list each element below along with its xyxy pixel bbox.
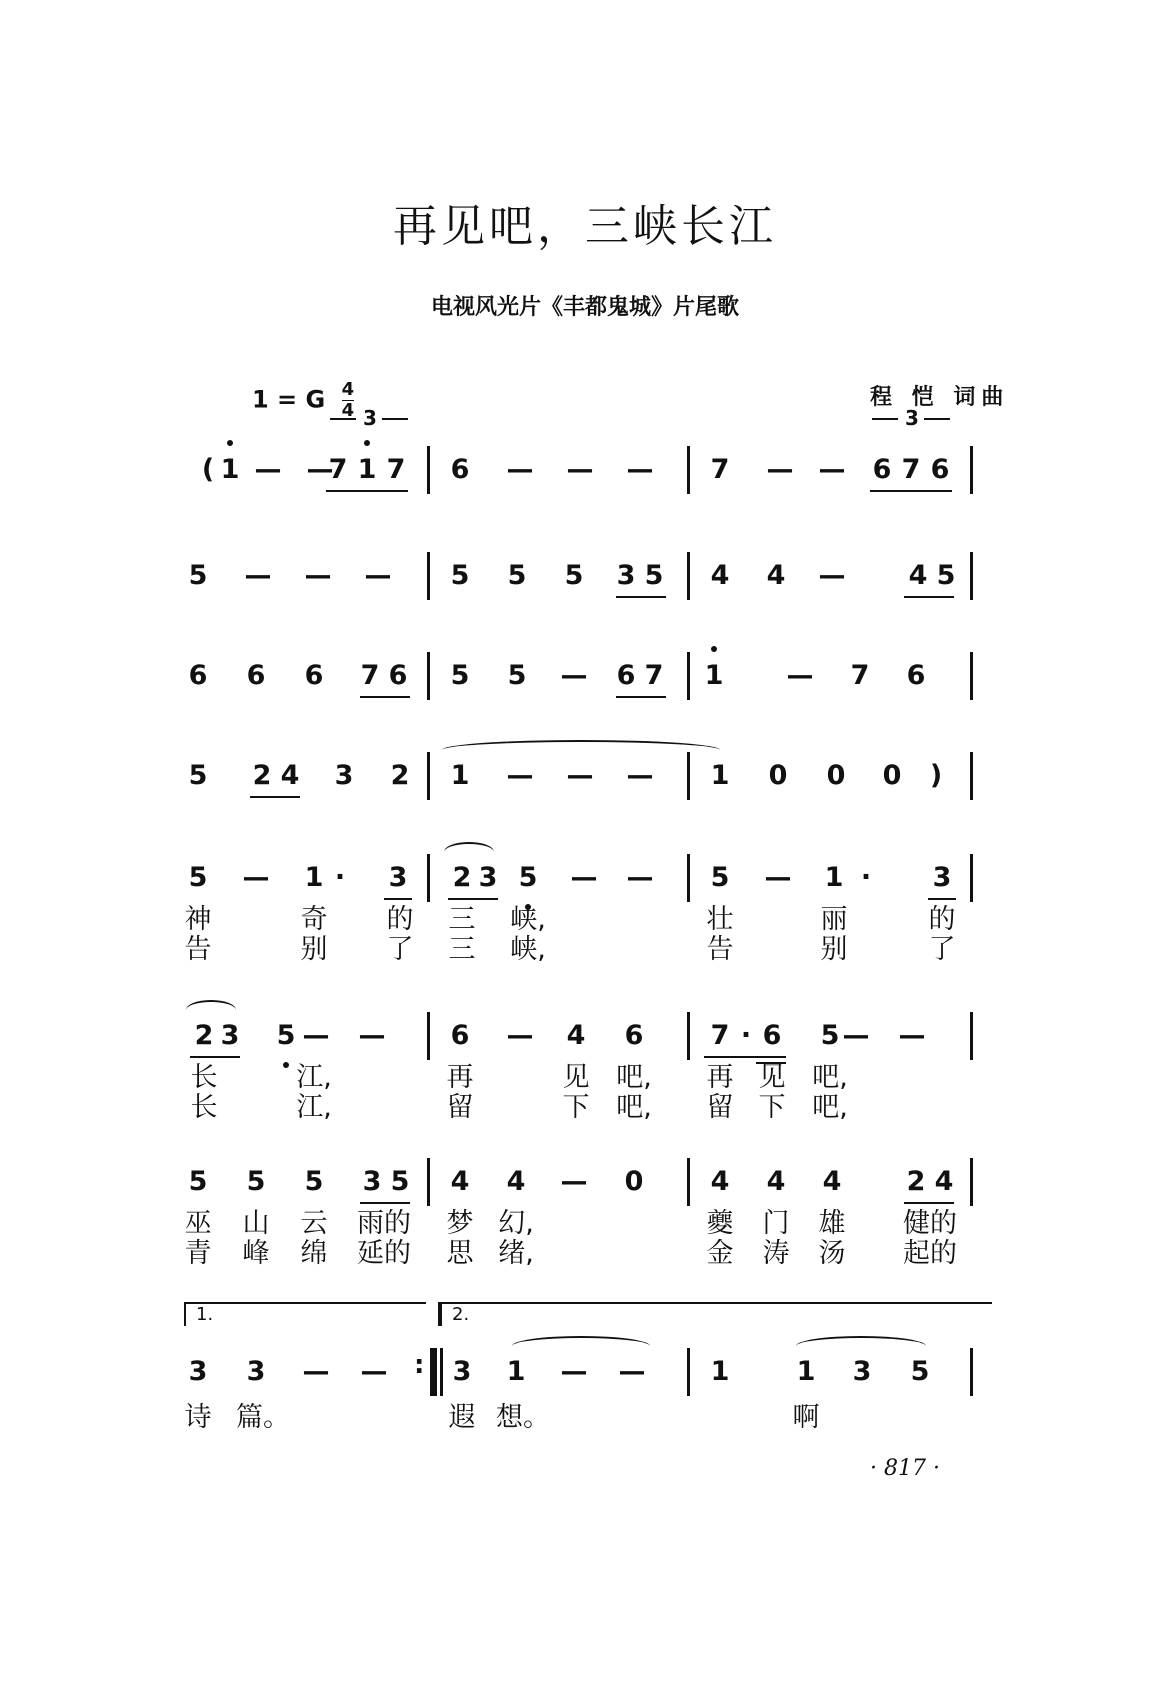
note: 6 [872, 454, 892, 485]
lyric: 健的 [903, 1208, 957, 1239]
lyric: 涛 [762, 1238, 790, 1269]
beam [360, 1202, 410, 1204]
barline [970, 752, 973, 800]
lyric: 山 [242, 1208, 270, 1239]
lyric: 奇 [300, 904, 328, 935]
time-numerator: 4 [341, 379, 355, 400]
song-title: 再见吧，三峡长江 [393, 201, 777, 252]
barline [427, 552, 430, 600]
note: · [334, 862, 346, 893]
note: 1 [704, 660, 724, 691]
lyric: 雨的 [357, 1208, 411, 1239]
lyric: 峰 [242, 1238, 270, 1269]
octave-dot [283, 1062, 289, 1068]
note: 2 [452, 862, 472, 893]
note: · [740, 1020, 752, 1051]
score-line-6 [0, 1016, 1170, 1156]
note: 5 [188, 862, 208, 893]
note: 5 [276, 1020, 296, 1051]
lyric: 峡, [510, 904, 546, 935]
note: 5 [450, 660, 470, 691]
note: 5 [644, 560, 664, 591]
lyric: 了 [386, 934, 414, 965]
note: — [618, 1356, 646, 1387]
note: 3 [334, 760, 354, 791]
lyric: 下 [758, 1092, 786, 1123]
beam [360, 696, 410, 698]
note: 2 [194, 1020, 214, 1051]
note: 5 [710, 862, 730, 893]
lyric: 再 [446, 1062, 474, 1093]
barline [687, 1348, 690, 1396]
barline [687, 854, 690, 902]
lyric: 留 [446, 1092, 474, 1123]
beam [616, 696, 666, 698]
note: — [570, 862, 598, 893]
barline [687, 652, 690, 700]
note: 7 [644, 660, 664, 691]
note: — [566, 760, 594, 791]
note: 4 [710, 560, 730, 591]
note: — [560, 1356, 588, 1387]
note: 7 [328, 454, 348, 485]
barline [427, 652, 430, 700]
barline [687, 1158, 690, 1206]
note: — [818, 454, 846, 485]
note: — [766, 454, 794, 485]
note: 3 [452, 1356, 472, 1387]
lyric: 吧, [616, 1092, 652, 1123]
note: 0 [768, 760, 788, 791]
lyric: 长 [190, 1062, 218, 1093]
note: — [786, 660, 814, 691]
note: 7 [710, 454, 730, 485]
note: — [506, 760, 534, 791]
open-paren: ( [201, 454, 215, 485]
lyric: 汤 [818, 1238, 846, 1269]
lyric: 起的 [903, 1238, 957, 1269]
note: 1 [506, 1356, 526, 1387]
lyric: 江, [296, 1062, 332, 1093]
barline [427, 1012, 430, 1060]
note: 3 [188, 1356, 208, 1387]
lyric: 下 [562, 1092, 590, 1123]
barline [687, 1012, 690, 1060]
note: 6 [762, 1020, 782, 1051]
beam [870, 490, 952, 492]
note: — [626, 760, 654, 791]
barline [687, 552, 690, 600]
note: 4 [280, 760, 300, 791]
lyric: 神 [184, 904, 212, 935]
note: 6 [304, 660, 324, 691]
note: 6 [624, 1020, 644, 1051]
lyric: 想。 [496, 1402, 550, 1433]
lyric: 再 [706, 1062, 734, 1093]
note: 4 [934, 1166, 954, 1197]
lyric: 篇。 [236, 1402, 290, 1433]
lyric: 告 [184, 934, 212, 965]
note: 3 [932, 862, 952, 893]
lyric: 吧, [812, 1062, 848, 1093]
note: 3 [220, 1020, 240, 1051]
triplet-mark: 3 [330, 406, 410, 428]
lyric: 诗 [184, 1402, 212, 1433]
note: 4 [822, 1166, 842, 1197]
repeat-dots: : [414, 1350, 425, 1380]
note: 1 [710, 1356, 730, 1387]
lyric: 的 [928, 904, 956, 935]
lyric: 留 [706, 1092, 734, 1123]
note: 7 [386, 454, 406, 485]
octave-dot [364, 440, 370, 446]
beam [904, 1202, 954, 1204]
note: 1 [450, 760, 470, 791]
note: 4 [506, 1166, 526, 1197]
barline [970, 446, 973, 494]
note: 4 [710, 1166, 730, 1197]
lyric: 告 [706, 934, 734, 965]
lyric: 长 [190, 1092, 218, 1123]
note: — [506, 1020, 534, 1051]
note: — [304, 560, 332, 591]
note: 6 [906, 660, 926, 691]
score-line-8 [0, 1352, 1170, 1492]
note: — [360, 1356, 388, 1387]
note: 7 [710, 1020, 730, 1051]
lyric: 见 [562, 1062, 590, 1093]
note: — [818, 560, 846, 591]
beam [250, 796, 300, 798]
note: — [244, 560, 272, 591]
beam [616, 596, 666, 598]
barline [970, 1348, 973, 1396]
note: — [358, 1020, 386, 1051]
note: 5 [936, 560, 956, 591]
note: — [364, 560, 392, 591]
lyric: 了 [928, 934, 956, 965]
barline [687, 446, 690, 494]
note: — [302, 1020, 330, 1051]
score-line-5 [0, 858, 1170, 998]
beam [190, 1056, 240, 1058]
note: 2 [906, 1166, 926, 1197]
lyric: 雄 [818, 1208, 846, 1239]
note: 5 [390, 1166, 410, 1197]
beam [904, 596, 954, 598]
lyric: 三 [448, 934, 476, 965]
note: 6 [450, 454, 470, 485]
barline [427, 1158, 430, 1206]
note: — [764, 862, 792, 893]
note: 1 [220, 454, 240, 485]
page-number: · 817 · [870, 1456, 940, 1481]
author-credit: 程 恺 词曲 [870, 385, 1010, 410]
lyric: 三 [448, 904, 476, 935]
lyric: 别 [300, 934, 328, 965]
beam [704, 1056, 786, 1058]
note: 6 [388, 660, 408, 691]
barline [970, 1012, 973, 1060]
octave-dot [227, 440, 233, 446]
note: 1 [304, 862, 324, 893]
beam [326, 490, 408, 492]
note: 6 [930, 454, 950, 485]
note: 5 [246, 1166, 266, 1197]
note: 6 [188, 660, 208, 691]
note: — [254, 454, 282, 485]
note: 4 [766, 1166, 786, 1197]
note: 3 [362, 1166, 382, 1197]
barline [427, 446, 430, 494]
lyric: 青 [184, 1238, 212, 1269]
note: 2 [390, 760, 410, 791]
note: — [842, 1020, 870, 1051]
note: 5 [507, 560, 527, 591]
lyric: 思 [446, 1238, 474, 1269]
beam [384, 898, 412, 900]
note: — [626, 862, 654, 893]
note: 4 [766, 560, 786, 591]
note: 3 [616, 560, 636, 591]
lyric: 绪, [498, 1238, 534, 1269]
note: 5 [188, 560, 208, 591]
lyric: 门 [762, 1208, 790, 1239]
barline [970, 552, 973, 600]
note: 4 [450, 1166, 470, 1197]
barline [970, 854, 973, 902]
lyric: 绵 [300, 1238, 328, 1269]
note: 0 [624, 1166, 644, 1197]
lyric: 夔 [706, 1208, 734, 1239]
lyric: 遐 [448, 1402, 476, 1433]
close-paren: ) [929, 760, 943, 791]
note: 5 [304, 1166, 324, 1197]
note: 5 [910, 1356, 930, 1387]
note: 1 [796, 1356, 816, 1387]
note: 1 [710, 760, 730, 791]
score-line-7 [0, 1162, 1170, 1302]
note: — [506, 454, 534, 485]
note: 5 [507, 660, 527, 691]
barline [970, 652, 973, 700]
lyric: 巫 [184, 1208, 212, 1239]
note: 6 [246, 660, 266, 691]
triplet-mark: 3 [872, 406, 952, 428]
lyric: 幻, [498, 1208, 534, 1239]
lyric: 壮 [706, 904, 734, 935]
note: — [560, 660, 588, 691]
note: 5 [188, 1166, 208, 1197]
octave-dot [711, 646, 717, 652]
note: — [306, 454, 334, 485]
lyric: 见 [758, 1062, 786, 1093]
song-subtitle: 电视风光片《丰都鬼城》片尾歌 [430, 295, 739, 320]
lyric: 吧, [616, 1062, 652, 1093]
note: 0 [826, 760, 846, 791]
note: 1 [824, 862, 844, 893]
lyric: 啊 [792, 1402, 820, 1433]
beam [928, 898, 956, 900]
lyric: 江, [296, 1092, 332, 1123]
note: 0 [882, 760, 902, 791]
note: 2 [252, 760, 272, 791]
note: — [560, 1166, 588, 1197]
note: — [626, 454, 654, 485]
note: 3 [246, 1356, 266, 1387]
note: 5 [820, 1020, 840, 1051]
note: 6 [450, 1020, 470, 1051]
note: — [302, 1356, 330, 1387]
note: · [860, 862, 872, 893]
note: 3 [478, 862, 498, 893]
lyric: 云 [300, 1208, 328, 1239]
note: — [898, 1020, 926, 1051]
note: 5 [564, 560, 584, 591]
barline [427, 854, 430, 902]
lyric: 金 [706, 1238, 734, 1269]
lyric: 峡, [510, 934, 546, 965]
lyric: 别 [820, 934, 848, 965]
note: 3 [388, 862, 408, 893]
barline [970, 1158, 973, 1206]
lyric: 吧, [812, 1092, 848, 1123]
lyric: 延的 [357, 1238, 411, 1269]
volta-2: 2. [438, 1302, 992, 1326]
note: 5 [450, 560, 470, 591]
note: 4 [908, 560, 928, 591]
repeat-barline [430, 1348, 437, 1396]
barline [427, 752, 430, 800]
note: — [242, 862, 270, 893]
note: 5 [188, 760, 208, 791]
time-denominator: 4 [341, 400, 355, 421]
note: 1 [357, 454, 377, 485]
note: 4 [566, 1020, 586, 1051]
note: 7 [850, 660, 870, 691]
beam [448, 898, 498, 900]
lyric: 梦 [446, 1208, 474, 1239]
note: 6 [616, 660, 636, 691]
barline [687, 752, 690, 800]
lyric: 的 [386, 904, 414, 935]
volta-1: 1. [184, 1302, 426, 1326]
note: 7 [901, 454, 921, 485]
lyric: 丽 [820, 904, 848, 935]
note: — [566, 454, 594, 485]
key-label: 1 = G [252, 385, 326, 414]
note: 3 [852, 1356, 872, 1387]
note: 5 [518, 862, 538, 893]
note: 7 [360, 660, 380, 691]
